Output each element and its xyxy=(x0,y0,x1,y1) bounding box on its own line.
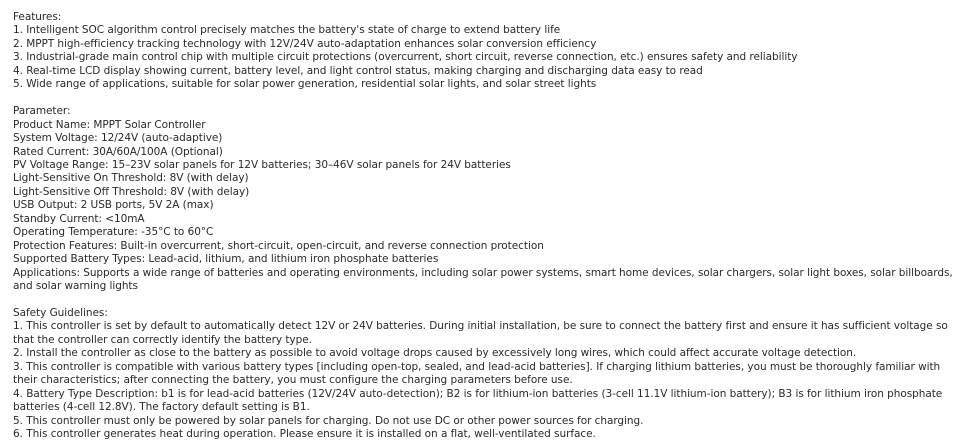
parameter-item: Light-Sensitive Off Threshold: 8V (with delay) xyxy=(13,185,250,198)
section-spacer xyxy=(13,92,948,105)
parameter-item: PV Voltage Range: 15–23V solar panels for 12V batteries; 30–46V solar panels for 24V batteries xyxy=(13,158,511,171)
safety-item-2: 2. Install the controller as close to the battery as possible to avoid voltage drops caused by excessively long wires, which could affect accurate voltage detection. xyxy=(13,347,857,360)
parameter-item: Light-Sensitive On Threshold: 8V (with delay) xyxy=(13,172,249,185)
features-item: 3. Industrial-grade main control chip with multiple circuit protections (overcurrent, short circuit, reverse connection, etc.) ensures safety and reliability xyxy=(13,51,798,64)
features-item: 5. Wide range of applications, suitable for solar power generation, residential solar lights, and solar street lights xyxy=(13,78,597,91)
safety-item-1-continued: that the controller can correctly identify the battery type. xyxy=(13,333,312,346)
parameter-item: USB Output: 2 USB ports, 5V 2A (max) xyxy=(13,199,214,212)
parameter-item: Supported Battery Types: Lead-acid, lithium, and lithium iron phosphate batteries xyxy=(13,253,439,266)
safety-item-4-continued: batteries (4-cell 12.8V). The factory default setting is B1. xyxy=(13,401,310,414)
parameter-item: Rated Current: 30A/60A/100A (Optional) xyxy=(13,145,223,158)
parameter-applications-continued: and solar warning lights xyxy=(13,280,138,293)
safety-item-4: 4. Battery Type Description: b1 is for lead-acid batteries (12V/24V auto-detection); B2 is for lithium-ion batteries (3-cell 11.1V lithium-ion battery); B3 is for lithium iron phosphate xyxy=(13,387,943,400)
safety-item-5: 5. This controller must only be powered by solar panels for charging. Do not use DC or other power sources for charging. xyxy=(13,414,644,427)
parameter-item: Standby Current: <10mA xyxy=(13,212,145,225)
section-spacer xyxy=(13,294,948,307)
parameter-applications: Applications: Supports a wide range of batteries and operating environments, including solar power systems, smart home devices, solar chargers, solar light boxes, solar billboards, xyxy=(13,266,953,279)
features-item: 4. Real-time LCD display showing current, battery level, and light control status, making charging and discharging data easy to read xyxy=(13,64,703,77)
parameter-heading: Parameter: xyxy=(13,105,71,118)
safety-item-6: 6. This controller generates heat during operation. Please ensure it is installed on a flat, well-ventilated surface. xyxy=(13,428,596,441)
features-item: 2. MPPT high-efficiency tracking technology with 12V/24V auto-adaptation enhances solar conversion efficiency xyxy=(13,37,597,50)
parameter-item: Operating Temperature: -35°C to 60°C xyxy=(13,226,214,239)
safety-item-3: 3. This controller is compatible with various battery types [including open-top, sealed, and lead-acid batteries]. If charging lithium batteries, you must be thoroughly familiar with xyxy=(13,360,941,373)
safety-item-1: 1. This controller is set by default to automatically detect 12V or 24V batteries. During initial installation, be sure to connect the battery first and ensure it has sufficient voltage so xyxy=(13,320,948,333)
parameter-item: System Voltage: 12/24V (auto-adaptive) xyxy=(13,132,223,145)
product-description xyxy=(13,11,953,441)
parameter-item: Product Name: MPPT Solar Controller xyxy=(13,118,206,131)
parameter-item: Protection Features: Built-in overcurrent, short-circuit, open-circuit, and reverse connection protection xyxy=(13,239,544,252)
features-item: 1. Intelligent SOC algorithm control precisely matches the battery's state of charge to extend battery life xyxy=(13,24,561,37)
safety-item-3-continued: their characteristics; after connecting the battery, you must configure the charging parameters before use. xyxy=(13,374,573,387)
safety-heading: Safety Guidelines: xyxy=(13,306,108,319)
features-heading: Features: xyxy=(13,11,62,23)
